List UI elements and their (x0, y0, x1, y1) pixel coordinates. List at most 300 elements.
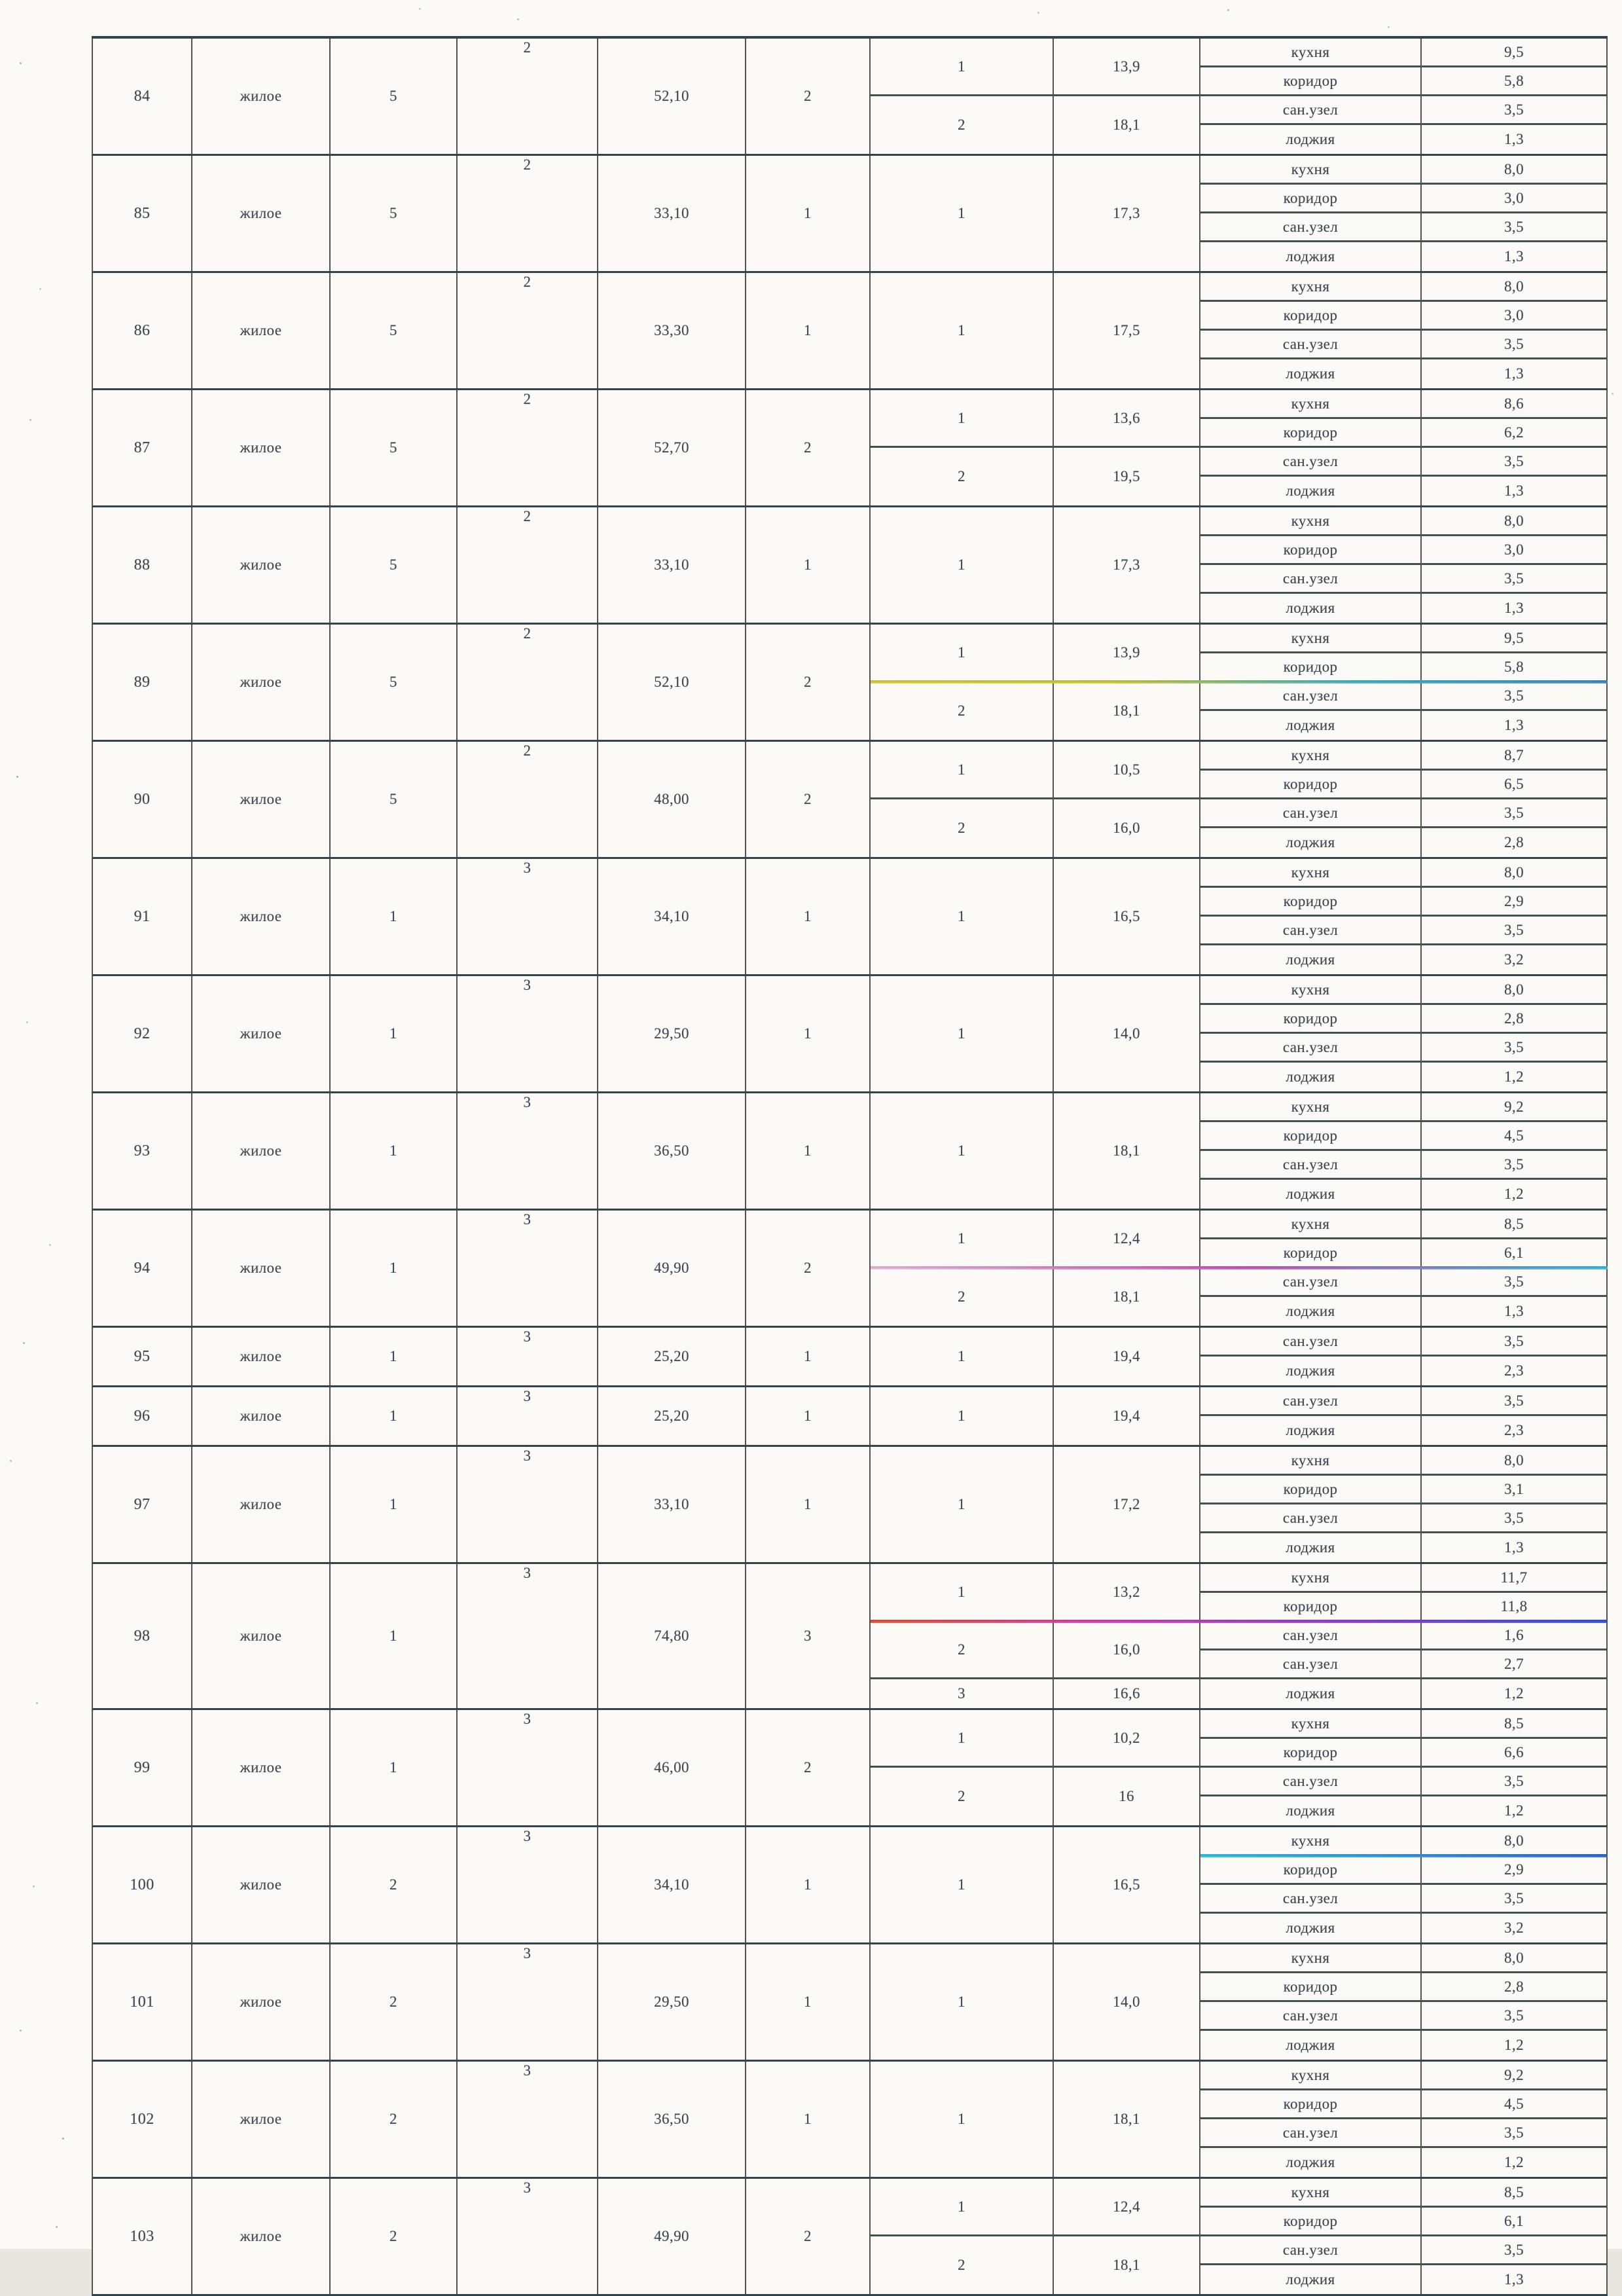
cell-space-name: сан.узел (1200, 1768, 1422, 1796)
cell-space-name: кухня (1200, 1944, 1422, 1973)
cell-room-number: 1 (871, 1328, 1054, 1385)
cell-room-number: 2 (871, 1268, 1054, 1326)
apartment-block (92, 390, 1608, 507)
cell-space-area: 1,3 (1422, 2265, 1608, 2294)
cell-total-area: 29,50 (598, 976, 746, 1091)
cell-section: 3 (458, 1211, 598, 1326)
cell-room-area: 16 (1054, 1768, 1200, 1825)
cell-apartment-number: 93 (93, 1093, 192, 1209)
cell-apartment-number: 84 (93, 39, 192, 154)
cell-rooms-count: 2 (746, 742, 871, 857)
cell-space-area: 3,0 (1422, 185, 1608, 213)
cell-space-area: 4,5 (1422, 2090, 1608, 2119)
cell-space-area: 9,2 (1422, 2062, 1608, 2090)
cell-space-area: 5,8 (1422, 67, 1608, 96)
cell-space-name: коридор (1200, 1122, 1422, 1151)
cell-space-area: 6,2 (1422, 419, 1608, 448)
cell-section: 3 (458, 1827, 598, 1942)
cell-space-name: коридор (1200, 2208, 1422, 2236)
cell-space-area: 3,5 (1422, 1387, 1608, 1416)
cell-apartment-number: 87 (93, 390, 192, 505)
cell-space-name: коридор (1200, 1476, 1422, 1504)
cell-space-name: сан.узел (1200, 96, 1422, 125)
cell-section: 2 (458, 625, 598, 740)
cell-room-area: 10,5 (1054, 742, 1200, 799)
cell-room-number: 2 (871, 448, 1054, 505)
cell-space-area: 8,0 (1422, 859, 1608, 888)
cell-floor: 1 (331, 976, 458, 1091)
cell-space-area: 3,0 (1422, 536, 1608, 565)
cell-space-area: 11,7 (1422, 1564, 1608, 1593)
cell-space-name: сан.узел (1200, 682, 1422, 711)
cell-room-number: 1 (871, 1827, 1054, 1942)
cell-total-area: 36,50 (598, 1093, 746, 1209)
cell-space-name: лоджия (1200, 1416, 1422, 1445)
cell-space-area: 5,8 (1422, 653, 1608, 682)
cell-space-area: 3,5 (1422, 331, 1608, 359)
cell-space-area: 3,5 (1422, 1504, 1608, 1533)
cell-room-area: 17,5 (1054, 273, 1200, 388)
cell-room-number: 1 (871, 625, 1054, 682)
cell-apartment-number: 96 (93, 1387, 192, 1445)
cell-total-area: 33,10 (598, 156, 746, 271)
cell-space-area: 8,5 (1422, 1710, 1608, 1739)
cell-space-area: 1,3 (1422, 477, 1608, 505)
cell-space-name: лоджия (1200, 477, 1422, 505)
apartment-block (92, 156, 1608, 273)
cell-total-area: 49,90 (598, 2179, 746, 2294)
cell-space-area: 3,5 (1422, 1768, 1608, 1796)
cell-space-name: кухня (1200, 1447, 1422, 1476)
cell-section: 2 (458, 273, 598, 388)
cell-floor: 2 (331, 2179, 458, 2294)
cell-floor: 1 (331, 1564, 458, 1708)
cell-space-name: лоджия (1200, 242, 1422, 271)
cell-space-name: кухня (1200, 1827, 1422, 1856)
cell-rooms-count: 2 (746, 1710, 871, 1825)
cell-room-number: 2 (871, 682, 1054, 740)
cell-floor: 5 (331, 156, 458, 271)
cell-room-area: 18,1 (1054, 1268, 1200, 1326)
cell-apartment-number: 94 (93, 1211, 192, 1326)
cell-rooms-count: 1 (746, 1447, 871, 1562)
apartment-block (92, 859, 1608, 976)
cell-space-name: кухня (1200, 1093, 1422, 1122)
cell-apartment-number: 89 (93, 625, 192, 740)
color-scan-artifact-line (871, 1266, 1608, 1269)
cell-room-area: 10,2 (1054, 1710, 1200, 1768)
cell-rooms-count: 1 (746, 1387, 871, 1445)
apartment-block (92, 1387, 1608, 1447)
cell-space-area: 2,8 (1422, 828, 1608, 857)
cell-room-number: 2 (871, 96, 1054, 154)
apartment-block (92, 2179, 1608, 2296)
cell-type: жилое (192, 625, 331, 740)
cell-space-area: 6,5 (1422, 771, 1608, 799)
apartment-block (92, 625, 1608, 742)
cell-section: 3 (458, 1447, 598, 1562)
cell-space-name: сан.узел (1200, 1034, 1422, 1063)
cell-rooms-count: 1 (746, 859, 871, 974)
cell-total-area: 48,00 (598, 742, 746, 857)
cell-section: 2 (458, 390, 598, 505)
cell-space-name: кухня (1200, 625, 1422, 653)
cell-space-area: 8,0 (1422, 273, 1608, 302)
cell-floor: 2 (331, 1827, 458, 1942)
cell-room-number: 1 (871, 1564, 1054, 1622)
apartment-block (92, 507, 1608, 625)
cell-rooms-count: 1 (746, 1328, 871, 1385)
cell-apartment-number: 85 (93, 156, 192, 271)
cell-section: 3 (458, 1710, 598, 1825)
cell-space-area: 9,2 (1422, 1093, 1608, 1122)
cell-space-name: сан.узел (1200, 448, 1422, 477)
cell-space-area: 3,5 (1422, 448, 1608, 477)
cell-room-number: 2 (871, 799, 1054, 857)
apartment-block (92, 1827, 1608, 1944)
cell-space-area: 8,7 (1422, 742, 1608, 771)
cell-room-number: 1 (871, 742, 1054, 799)
cell-space-area: 6,1 (1422, 1239, 1608, 1268)
cell-apartment-number: 99 (93, 1710, 192, 1825)
cell-room-number: 1 (871, 1710, 1054, 1768)
cell-space-name: лоджия (1200, 1357, 1422, 1385)
cell-room-number: 1 (871, 1387, 1054, 1445)
cell-room-number: 1 (871, 1447, 1054, 1562)
cell-space-name: кухня (1200, 1710, 1422, 1739)
cell-space-area: 3,5 (1422, 1328, 1608, 1357)
cell-room-area: 18,1 (1054, 1093, 1200, 1209)
cell-space-name: коридор (1200, 771, 1422, 799)
cell-floor: 1 (331, 1447, 458, 1562)
cell-room-area: 19,4 (1054, 1328, 1200, 1385)
cell-space-area: 3,5 (1422, 682, 1608, 711)
cell-floor: 5 (331, 39, 458, 154)
cell-rooms-count: 3 (746, 1564, 871, 1708)
apartment-block (92, 742, 1608, 859)
cell-space-area: 8,0 (1422, 1827, 1608, 1856)
cell-space-area: 8,0 (1422, 1944, 1608, 1973)
cell-floor: 5 (331, 273, 458, 388)
cell-apartment-number: 98 (93, 1564, 192, 1708)
cell-total-area: 36,50 (598, 2062, 746, 2177)
cell-space-area: 1,3 (1422, 1533, 1608, 1562)
cell-total-area: 74,80 (598, 1564, 746, 1708)
cell-type: жилое (192, 1944, 331, 2060)
cell-space-name: сан.узел (1200, 1151, 1422, 1180)
cell-room-area: 13,9 (1054, 39, 1200, 96)
cell-rooms-count: 1 (746, 273, 871, 388)
cell-space-name: коридор (1200, 653, 1422, 682)
cell-space-name: лоджия (1200, 1533, 1422, 1562)
cell-space-name: кухня (1200, 156, 1422, 185)
cell-space-area: 1,3 (1422, 594, 1608, 623)
cell-total-area: 25,20 (598, 1328, 746, 1385)
cell-type: жилое (192, 2179, 331, 2294)
cell-space-name: лоджия (1200, 2148, 1422, 2177)
apartment-block (92, 1328, 1608, 1387)
cell-space-name: сан.узел (1200, 2236, 1422, 2265)
cell-space-name: коридор (1200, 302, 1422, 331)
apartment-block (92, 2062, 1608, 2179)
cell-floor: 1 (331, 1211, 458, 1326)
cell-section: 2 (458, 156, 598, 271)
apartment-block (92, 273, 1608, 390)
cell-rooms-count: 2 (746, 625, 871, 740)
cell-room-area: 12,4 (1054, 2179, 1200, 2236)
cell-space-name: коридор (1200, 888, 1422, 917)
cell-apartment-number: 86 (93, 273, 192, 388)
cell-space-area: 3,5 (1422, 1034, 1608, 1063)
cell-room-number: 1 (871, 2179, 1054, 2236)
cell-floor: 2 (331, 1944, 458, 2060)
cell-floor: 1 (331, 859, 458, 974)
cell-rooms-count: 1 (746, 156, 871, 271)
cell-space-area: 3,5 (1422, 799, 1608, 828)
cell-space-name: сан.узел (1200, 1328, 1422, 1357)
cell-room-number: 1 (871, 273, 1054, 388)
cell-space-area: 3,5 (1422, 213, 1608, 242)
cell-rooms-count: 2 (746, 39, 871, 154)
cell-space-area: 1,3 (1422, 125, 1608, 154)
cell-space-name: коридор (1200, 1593, 1422, 1622)
cell-space-name: коридор (1200, 67, 1422, 96)
cell-space-name: сан.узел (1200, 213, 1422, 242)
cell-room-area: 17,3 (1054, 156, 1200, 271)
cell-rooms-count: 1 (746, 976, 871, 1091)
cell-space-area: 11,8 (1422, 1593, 1608, 1622)
cell-space-area: 8,6 (1422, 390, 1608, 419)
cell-space-name: сан.узел (1200, 1387, 1422, 1416)
cell-total-area: 46,00 (598, 1710, 746, 1825)
cell-space-area: 3,2 (1422, 945, 1608, 974)
apartments-table (92, 36, 1608, 2296)
cell-room-area: 13,2 (1054, 1564, 1200, 1622)
cell-space-name: сан.узел (1200, 1268, 1422, 1297)
cell-space-area: 8,0 (1422, 976, 1608, 1005)
cell-total-area: 34,10 (598, 1827, 746, 1942)
cell-room-area: 18,1 (1054, 2062, 1200, 2177)
cell-space-area: 2,9 (1422, 888, 1608, 917)
cell-space-name: кухня (1200, 2179, 1422, 2208)
cell-section: 3 (458, 2062, 598, 2177)
cell-type: жилое (192, 859, 331, 974)
cell-space-area: 3,5 (1422, 2002, 1608, 2031)
cell-space-name: коридор (1200, 2090, 1422, 2119)
cell-rooms-count: 1 (746, 1827, 871, 1942)
cell-room-number: 1 (871, 1944, 1054, 2060)
cell-total-area: 33,10 (598, 507, 746, 623)
cell-type: жилое (192, 1827, 331, 1942)
cell-space-name: кухня (1200, 976, 1422, 1005)
cell-room-area: 16,6 (1054, 1679, 1200, 1708)
cell-section: 3 (458, 1944, 598, 2060)
cell-space-area: 3,5 (1422, 565, 1608, 594)
apartment-block (92, 1710, 1608, 1827)
cell-space-name: кухня (1200, 1211, 1422, 1239)
cell-room-area: 16,5 (1054, 1827, 1200, 1942)
cell-space-name: кухня (1200, 507, 1422, 536)
color-scan-artifact-line (871, 1620, 1608, 1623)
cell-space-name: коридор (1200, 1856, 1422, 1885)
cell-floor: 1 (331, 1710, 458, 1825)
cell-type: жилое (192, 976, 331, 1091)
cell-space-name: лоджия (1200, 1679, 1422, 1708)
cell-space-area: 8,0 (1422, 156, 1608, 185)
apartment-block (92, 1093, 1608, 1211)
cell-space-area: 1,2 (1422, 1063, 1608, 1091)
cell-room-number: 1 (871, 39, 1054, 96)
cell-space-area: 3,5 (1422, 1885, 1608, 1914)
cell-room-number: 1 (871, 859, 1054, 974)
cell-room-number: 1 (871, 507, 1054, 623)
cell-space-area: 2,3 (1422, 1357, 1608, 1385)
cell-space-area: 8,5 (1422, 1211, 1608, 1239)
cell-floor: 5 (331, 390, 458, 505)
cell-type: жилое (192, 39, 331, 154)
cell-apartment-number: 100 (93, 1827, 192, 1942)
apartment-block (92, 39, 1608, 156)
cell-space-name: лоджия (1200, 1297, 1422, 1326)
cell-rooms-count: 2 (746, 390, 871, 505)
cell-space-area: 6,6 (1422, 1739, 1608, 1768)
cell-space-name: сан.узел (1200, 799, 1422, 828)
cell-floor: 5 (331, 507, 458, 623)
cell-type: жилое (192, 2062, 331, 2177)
cell-space-area: 1,2 (1422, 1679, 1608, 1708)
cell-space-area: 2,9 (1422, 1856, 1608, 1885)
cell-apartment-number: 103 (93, 2179, 192, 2294)
cell-space-name: лоджия (1200, 594, 1422, 623)
cell-space-area: 9,5 (1422, 39, 1608, 67)
cell-room-number: 2 (871, 1622, 1054, 1679)
cell-space-name: лоджия (1200, 1914, 1422, 1942)
cell-type: жилое (192, 1447, 331, 1562)
cell-space-area: 9,5 (1422, 625, 1608, 653)
cell-total-area: 25,20 (598, 1387, 746, 1445)
cell-rooms-count: 1 (746, 2062, 871, 2177)
cell-room-area: 16,0 (1054, 799, 1200, 857)
cell-space-area: 1,2 (1422, 2031, 1608, 2060)
cell-space-name: кухня (1200, 859, 1422, 888)
cell-section: 3 (458, 859, 598, 974)
cell-space-name: коридор (1200, 1739, 1422, 1768)
cell-space-area: 1,3 (1422, 359, 1608, 388)
cell-room-area: 17,3 (1054, 507, 1200, 623)
cell-space-name: кухня (1200, 390, 1422, 419)
cell-room-area: 13,6 (1054, 390, 1200, 448)
cell-room-number: 1 (871, 156, 1054, 271)
cell-room-area: 16,5 (1054, 859, 1200, 974)
cell-room-area: 14,0 (1054, 976, 1200, 1091)
cell-space-name: сан.узел (1200, 2119, 1422, 2148)
cell-rooms-count: 1 (746, 1093, 871, 1209)
cell-section: 3 (458, 1093, 598, 1209)
cell-space-area: 3,1 (1422, 1476, 1608, 1504)
cell-space-name: лоджия (1200, 2031, 1422, 2060)
cell-type: жилое (192, 507, 331, 623)
cell-space-name: лоджия (1200, 828, 1422, 857)
cell-space-area: 2,8 (1422, 1973, 1608, 2002)
cell-space-name: коридор (1200, 419, 1422, 448)
cell-type: жилое (192, 156, 331, 271)
cell-apartment-number: 92 (93, 976, 192, 1091)
cell-apartment-number: 97 (93, 1447, 192, 1562)
cell-floor: 5 (331, 625, 458, 740)
cell-space-name: сан.узел (1200, 2002, 1422, 2031)
cell-total-area: 52,70 (598, 390, 746, 505)
cell-space-area: 3,2 (1422, 1914, 1608, 1942)
apartment-block (92, 1944, 1608, 2062)
cell-space-name: сан.узел (1200, 1622, 1422, 1650)
cell-space-area: 1,6 (1422, 1622, 1608, 1650)
cell-room-number: 1 (871, 2062, 1054, 2177)
cell-space-name: сан.узел (1200, 1885, 1422, 1914)
cell-space-name: коридор (1200, 536, 1422, 565)
cell-section: 2 (458, 39, 598, 154)
cell-section: 3 (458, 1564, 598, 1708)
cell-room-area: 13,9 (1054, 625, 1200, 682)
cell-space-name: лоджия (1200, 945, 1422, 974)
cell-section: 3 (458, 1387, 598, 1445)
cell-space-area: 8,5 (1422, 2179, 1608, 2208)
cell-space-name: кухня (1200, 1564, 1422, 1593)
cell-apartment-number: 91 (93, 859, 192, 974)
cell-floor: 1 (331, 1387, 458, 1445)
cell-total-area: 33,30 (598, 273, 746, 388)
cell-room-area: 19,4 (1054, 1387, 1200, 1445)
cell-apartment-number: 90 (93, 742, 192, 857)
cell-space-area: 3,5 (1422, 2119, 1608, 2148)
cell-type: жилое (192, 273, 331, 388)
cell-floor: 5 (331, 742, 458, 857)
cell-floor: 1 (331, 1328, 458, 1385)
cell-space-name: лоджия (1200, 1796, 1422, 1825)
cell-space-name: сан.узел (1200, 331, 1422, 359)
cell-space-name: коридор (1200, 185, 1422, 213)
cell-apartment-number: 102 (93, 2062, 192, 2177)
cell-space-name: лоджия (1200, 2265, 1422, 2294)
cell-space-name: коридор (1200, 1005, 1422, 1034)
cell-total-area: 52,10 (598, 39, 746, 154)
cell-room-area: 18,1 (1054, 96, 1200, 154)
cell-type: жилое (192, 742, 331, 857)
cell-space-area: 3,5 (1422, 917, 1608, 945)
cell-space-area: 1,2 (1422, 1796, 1608, 1825)
cell-space-name: сан.узел (1200, 917, 1422, 945)
cell-space-area: 3,5 (1422, 1268, 1608, 1297)
cell-type: жилое (192, 1564, 331, 1708)
cell-space-name: кухня (1200, 273, 1422, 302)
cell-room-number: 3 (871, 1679, 1054, 1708)
cell-room-area: 16,0 (1054, 1622, 1200, 1679)
cell-section: 3 (458, 2179, 598, 2294)
cell-type: жилое (192, 1328, 331, 1385)
cell-apartment-number: 88 (93, 507, 192, 623)
cell-space-area: 6,1 (1422, 2208, 1608, 2236)
apartment-block (92, 1564, 1608, 1710)
cell-space-area: 1,3 (1422, 1297, 1608, 1326)
cell-section: 2 (458, 507, 598, 623)
cell-type: жилое (192, 390, 331, 505)
cell-section: 3 (458, 1328, 598, 1385)
cell-room-area: 18,1 (1054, 2236, 1200, 2294)
color-scan-artifact-line (871, 680, 1608, 683)
cell-room-number: 1 (871, 976, 1054, 1091)
cell-space-name: лоджия (1200, 1180, 1422, 1209)
cell-space-area: 8,0 (1422, 507, 1608, 536)
cell-space-name: кухня (1200, 2062, 1422, 2090)
